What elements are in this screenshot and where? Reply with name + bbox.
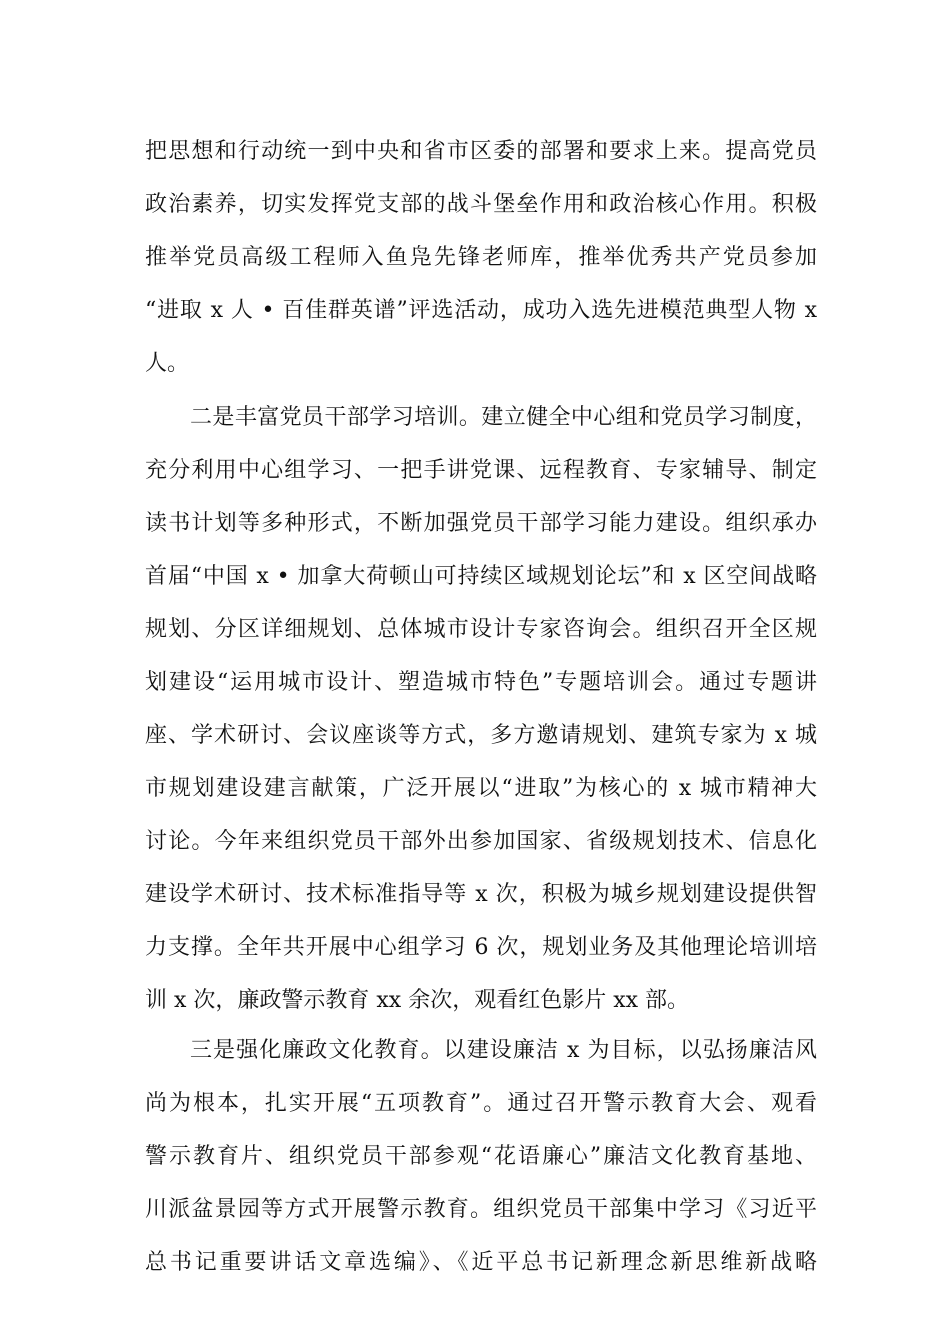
paragraph-line: 首届“中国 x • 加拿大荷顿山可持续区域规划论坛”和 x 区空间战略 [145, 564, 817, 589]
paragraph-line: 尚为根本，扎实开展“五项教育”。通过召开警示教育大会、观看 [145, 1091, 817, 1116]
paragraph-line: 规划、分区详细规划、总体城市设计专家咨询会。组织召开全区规 [145, 617, 817, 642]
paragraph-line: 座、学术研讨、会议座谈等方式，多方邀请规划、建筑专家为 x 城 [145, 723, 817, 748]
paragraph-2 [145, 391, 817, 1027]
paragraph-line: 力支撑。全年共开展中心组学习 6 次，规划业务及其他理论培训培 [145, 935, 817, 960]
paragraph-line: 市规划建设建言献策，广泛开展以“进取”为核心的 x 城市精神大 [145, 776, 817, 801]
paragraph-line: 讨论。今年来组织党员干部外出参加国家、省级规划技术、信息化 [145, 829, 817, 854]
paragraph-line: 川派盆景园等方式开展警示教育。组织党员干部集中学习《习近平 [145, 1197, 817, 1222]
paragraph-line: 读书计划等多种形式，不断加强党员干部学习能力建设。组织承办 [145, 511, 817, 536]
paragraph-1 [145, 125, 817, 390]
paragraph-3 [145, 1024, 817, 1289]
paragraph-line: “进取 x 人 • 百佳群英谱”评选活动，成功入选先进模范典型人物 x [145, 298, 817, 323]
paragraph-line: 划建设“运用城市设计、塑造城市特色”专题培训会。通过专题讲 [145, 670, 817, 695]
paragraph-line: 三是强化廉政文化教育。以建设廉洁 x 为目标，以弘扬廉洁风 [190, 1038, 817, 1063]
paragraph-line: 充分利用中心组学习、一把手讲党课、远程教育、专家辅导、制定 [145, 458, 817, 483]
paragraph-line: 把思想和行动统一到中央和省市区委的部署和要求上来。提高党员 [145, 139, 817, 164]
paragraph-line: 建设学术研讨、技术标准指导等 x 次，积极为城乡规划建设提供智 [145, 882, 817, 907]
paragraph-line: 人。 [145, 351, 190, 376]
paragraph-line: 推举党员高级工程师入鱼凫先锋老师库，推举优秀共产党员参加 [145, 245, 817, 270]
paragraph-line: 政治素养，切实发挥党支部的战斗堡垒作用和政治核心作用。积极 [145, 192, 817, 217]
paragraph-line: 训 x 次，廉政警示教育 xx 余次，观看红色影片 xx 部。 [145, 988, 689, 1013]
paragraph-line: 二是丰富党员干部学习培训。建立健全中心组和党员学习制度， [190, 405, 817, 430]
paragraph-line: 警示教育片、组织党员干部参观“花语廉心”廉洁文化教育基地、 [145, 1144, 817, 1169]
paragraph-line: 总书记重要讲话文章选编》、《近平总书记新理念新思维新战略 [145, 1250, 817, 1275]
